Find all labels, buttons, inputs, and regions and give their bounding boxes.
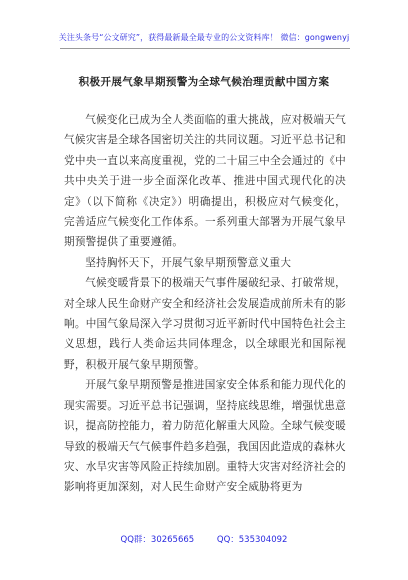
paragraph: 开展气象早期预警是推进国家安全体系和能力现代化的现实需要。习近平总书记强调，坚持底线思维，增强忧患意识，提高防控能力，着力防范化解重大风险。全球气候变暖导致的极端天气气候事件趋多趋强，我国因此造成的森林火灾、水旱灾害等风险正持续加剧。重特大灾害对经济社会的影响将更加深刻，对人民生命财产安全威胁将更为 [64,379,346,494]
footer-contact [0,533,408,545]
header-divider [60,48,350,49]
footer-qq-group: QQ群：30265665 [120,535,195,545]
paragraph: 气候变暖背景下的极端天气事件屡破纪录、打破常规，对全球人民生命财产安全和经济社会发展造成前所未有的影响。中国气象局深入学习贯彻习近平新时代中国特色社会主义思想，践行人类命运共同体理念，以全球眼光和国际视野，积极开展气象早期预警。 [64,277,346,371]
paragraph: 气候变化已成为全人类面临的重大挑战，应对极端天气气候灾害是全球各国密切关注的共同议题。习近平总书记和党中央一直以来高度重视，党的二十届三中全会通过的《中共中央关于进一步全面深化改革、推进中国式现代化的决定》（以下简称《决定》）明确提出，积极应对气候变化，完善适应气候变化工作体系。一系列重大部署为开展气象早期预警提供了重要遵循。 [64,114,346,249]
footer-qq-number: QQ：535304092 [216,535,288,545]
document-title: 积极开展气象早期预警为全球气候治理贡献中国方案 [78,76,330,88]
section-subheading: 坚持胸怀天下，开展气象早期预警意义重大 [85,256,292,269]
header-promo-note: 关注头条号“公文研究”，获得最新最全最专业的公文资料库！ 微信：gongwenyj [58,33,350,42]
document-body [64,110,346,498]
